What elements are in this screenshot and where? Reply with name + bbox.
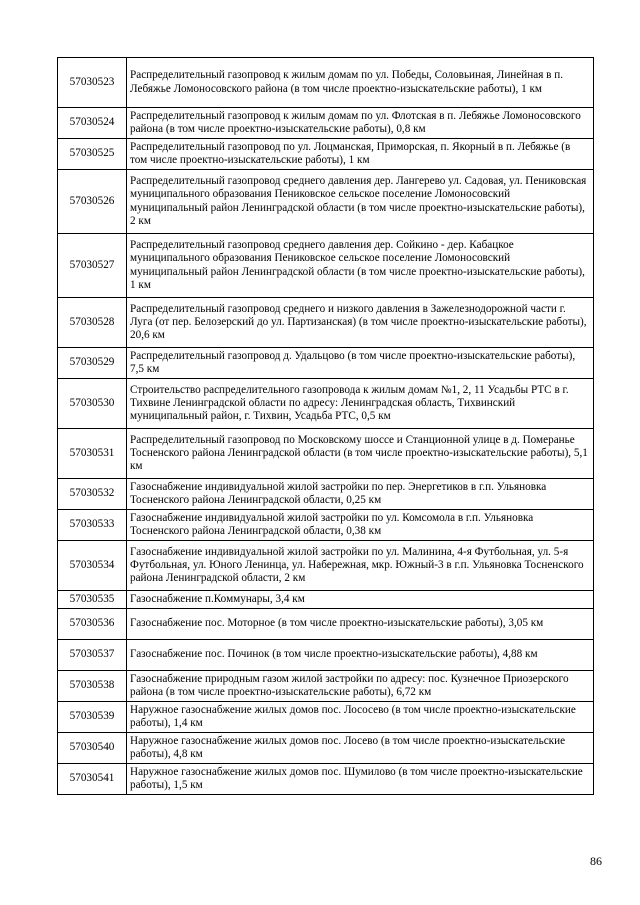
- object-description: Наружное газоснабжение жилых домов пос. Лосево (в том числе проектно-изыскательские работы), 4,8 км: [127, 733, 594, 764]
- table-row: [58, 591, 594, 609]
- object-description: Газоснабжение пос. Моторное (в том числе проектно-изыскательские работы), 3,05 км: [127, 609, 594, 640]
- object-description: Распределительный газопровод среднего давления дер. Сойкино - дер. Кабацкое муниципального образования Пениковское сельское поселение Ломоносовский муниципальный район Ленинградской области (в том числе проектно-изыскательские работы), 1 км: [127, 234, 594, 298]
- object-code: 57030531: [58, 429, 127, 479]
- object-description: Газоснабжение индивидуальной жилой застройки по ул. Малинина, 4-я Футбольная, ул. 5-я Футбольная, ул. Юного Ленинца, ул. Набережная, мкр. Южный-3 в г.п. Ульяновка Тосненского района Ленинградской области, 2 км: [127, 541, 594, 591]
- object-code: 57030528: [58, 298, 127, 348]
- table-row: [58, 234, 594, 298]
- table-row: [58, 429, 594, 479]
- table-row: [58, 479, 594, 510]
- object-code: 57030534: [58, 541, 127, 591]
- table-row: [58, 139, 594, 170]
- object-description: Распределительный газопровод к жилым домам по ул. Победы, Соловьиная, Линейная в п. Лебяжье Ломоносовского района (в том числе проектно-изыскательские работы), 1 км: [127, 58, 594, 108]
- table-row: [58, 764, 594, 795]
- table-row: [58, 379, 594, 429]
- object-description: Строительство распределительного газопровода к жилым домам №1, 2, 11 Усадьбы РТС в г. Тихвине Ленинградской области по адресу: Ленинградская область, Тихвинский муниципальный район, г. Тихвин, Усадьба РТС, 0,5 км: [127, 379, 594, 429]
- object-code: 57030532: [58, 479, 127, 510]
- object-description: Распределительный газопровод к жилым домам по ул. Флотская в п. Лебяжье Ломоносовского района (в том числе проектно-изыскательские работы), 0,8 км: [127, 108, 594, 139]
- object-code: 57030530: [58, 379, 127, 429]
- table-row: [58, 733, 594, 764]
- object-code: 57030529: [58, 348, 127, 379]
- table-row: [58, 348, 594, 379]
- object-description: Распределительный газопровод по ул. Лоцманская, Приморская, п. Якорный в п. Лебяжье (в том числе проектно-изыскательские работы), 1 км: [127, 139, 594, 170]
- object-code: 57030527: [58, 234, 127, 298]
- table-row: [58, 609, 594, 640]
- object-code: 57030533: [58, 510, 127, 541]
- table-row: [58, 298, 594, 348]
- object-code: 57030538: [58, 671, 127, 702]
- object-description: Распределительный газопровод по Московскому шоссе и Станционной улице в д. Померанье Тосненского района Ленинградской области (в том числе проектно-изыскательские работы), 5,1 км: [127, 429, 594, 479]
- table-row: [58, 702, 594, 733]
- object-description: Газоснабжение индивидуальной жилой застройки по ул. Комсомола в г.п. Ульяновка Тосненского района Ленинградской области, 0,38 км: [127, 510, 594, 541]
- object-code: 57030536: [58, 609, 127, 640]
- object-description: Газоснабжение индивидуальной жилой застройки по пер. Энергетиков в г.п. Ульяновка Тосненского района Ленинградской области, 0,25 км: [127, 479, 594, 510]
- object-code: 57030539: [58, 702, 127, 733]
- table-body: [58, 58, 594, 795]
- object-code: 57030540: [58, 733, 127, 764]
- object-description: Наружное газоснабжение жилых домов пос. Лососево (в том числе проектно-изыскательские работы), 1,4 км: [127, 702, 594, 733]
- page-number: 86: [590, 854, 602, 868]
- table-row: [58, 510, 594, 541]
- gas-pipeline-table: [57, 57, 594, 795]
- object-code: 57030525: [58, 139, 127, 170]
- object-description: Распределительный газопровод среднего и низкого давления в Зажелезнодорожной части г. Луга (от пер. Белозерский до ул. Партизанская) (в том числе проектно-изыскательские работы), 20,6 км: [127, 298, 594, 348]
- object-description: Распределительный газопровод д. Удальцово (в том числе проектно-изыскательские работы), 7,5 км: [127, 348, 594, 379]
- table-row: [58, 640, 594, 671]
- table-row: [58, 58, 594, 108]
- object-description: Газоснабжение природным газом жилой застройки по адресу: пос. Кузнечное Приозерского района (в том числе проектно-изыскательские работы), 6,72 км: [127, 671, 594, 702]
- table-row: [58, 170, 594, 234]
- object-description: Распределительный газопровод среднего давления дер. Лангерево ул. Садовая, ул. Пениковская муниципального образования Пениковское сельское поселение Ломоносовский муниципальный район Ленинградской области (в том числе проектно-изыскательские работы), 2 км: [127, 170, 594, 234]
- object-code: 57030526: [58, 170, 127, 234]
- object-description: Газоснабжение пос. Починок (в том числе проектно-изыскательские работы), 4,88 км: [127, 640, 594, 671]
- object-code: 57030537: [58, 640, 127, 671]
- object-code: 57030535: [58, 591, 127, 609]
- object-description: Газоснабжение п.Коммунары, 3,4 км: [127, 591, 594, 609]
- object-code: 57030541: [58, 764, 127, 795]
- object-code: 57030523: [58, 58, 127, 108]
- table-row: [58, 541, 594, 591]
- table-row: [58, 108, 594, 139]
- table-row: [58, 671, 594, 702]
- object-description: Наружное газоснабжение жилых домов пос. Шумилово (в том числе проектно-изыскательские работы), 1,5 км: [127, 764, 594, 795]
- object-code: 57030524: [58, 108, 127, 139]
